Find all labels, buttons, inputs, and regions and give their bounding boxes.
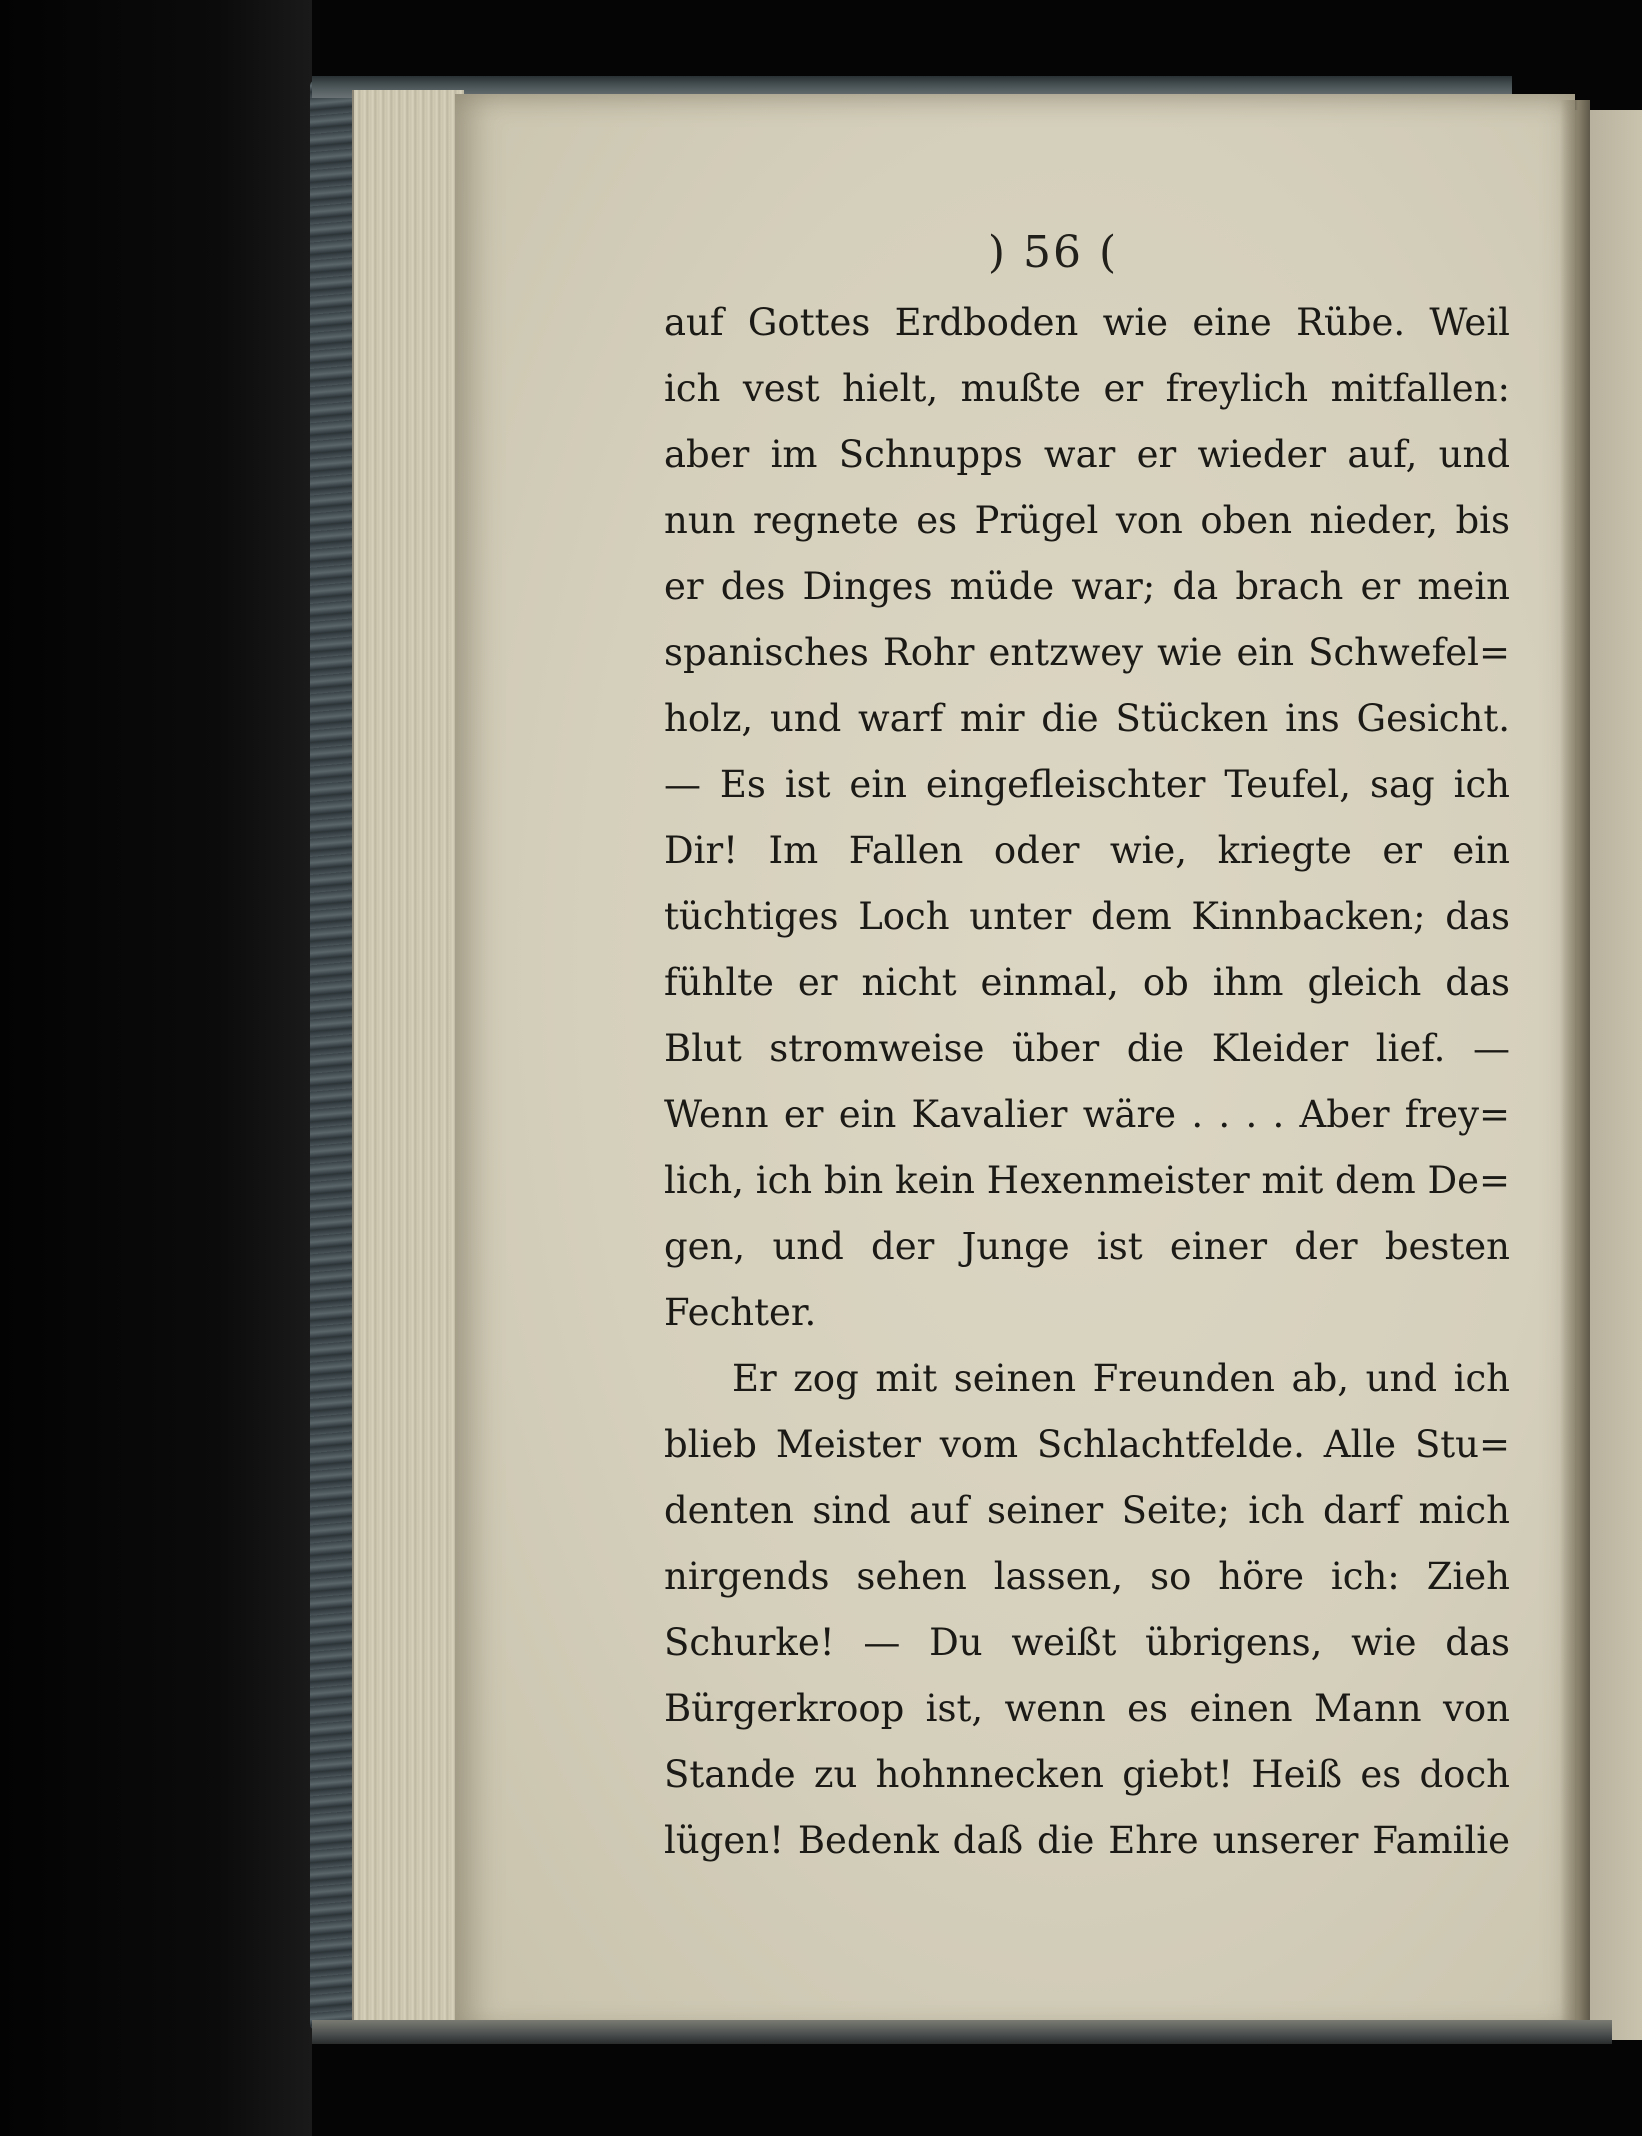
text-line: er des Dinges müde war; da brach er mein (664, 565, 1510, 608)
text-line: denten sind auf seiner Seite; ich darf mich (664, 1489, 1510, 1532)
text-line: Stande zu hohnnecken giebt! Heiß es doch (664, 1753, 1510, 1796)
text-line: ich vest hielt, mußte er freylich mitfallen: (664, 367, 1510, 410)
text-line: fühlte er nicht einmal, ob ihm gleich das (664, 961, 1510, 1004)
text-line: tüchtiges Loch unter dem Kinnbacken; das (664, 895, 1510, 938)
text-lines (664, 290, 1510, 1874)
background (0, 0, 312, 2136)
text-line: blieb Meister vom Schlachtfelde. Alle Stu= (664, 1423, 1510, 1466)
text-line: gen, und der Junge ist einer der besten (664, 1225, 1510, 1268)
text-line: Schurke! — Du weißt übrigens, wie das (664, 1621, 1510, 1664)
text-line: Bürgerkroop ist, wenn es einen Mann von (664, 1687, 1510, 1730)
text-line: lügen! Bedenk daß die Ehre unserer Familie (664, 1819, 1510, 1862)
page-gutter (1560, 100, 1590, 2040)
page-block-edges (352, 90, 464, 2030)
text-line: aber im Schnupps war er wieder auf, und (664, 433, 1510, 476)
book-cover-bottom (312, 2020, 1612, 2044)
text-line: Blut stromweise über die Kleider lief. — (664, 1027, 1510, 1070)
text-line: spanisches Rohr entzwey wie ein Schwefel= (664, 631, 1510, 674)
text-line: nirgends sehen lassen, so höre ich: Zieh (664, 1555, 1510, 1598)
text-line: holz, und warf mir die Stücken ins Gesicht. (664, 697, 1510, 740)
page-number: ) 56 ( (987, 227, 1119, 278)
text-line: Er zog mit seinen Freunden ab, und ich (732, 1357, 1510, 1400)
text-line: nun regnete es Prügel von oben nieder, bis (664, 499, 1510, 542)
text-line: — Es ist ein eingefleischter Teufel, sag ich (664, 763, 1510, 806)
text-line: auf Gottes Erdboden wie eine Rübe. Weil (664, 301, 1510, 344)
text-line: Fechter. (664, 1291, 817, 1334)
text-line: Dir! Im Fallen oder wie, kriegte er ein (664, 829, 1510, 872)
text-line: lich, ich bin kein Hexenmeister mit dem De= (664, 1159, 1510, 1202)
text-line: Wenn er ein Kavalier wäre . . . . Aber frey= (664, 1093, 1510, 1136)
